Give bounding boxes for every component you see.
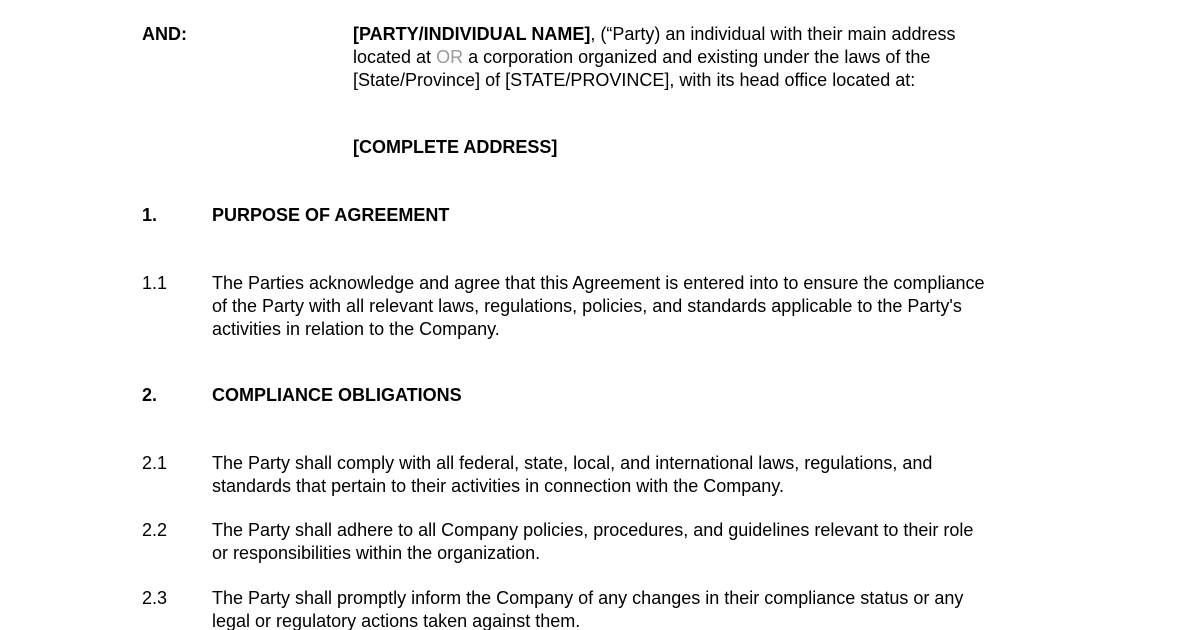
section-number: 1. <box>142 205 158 225</box>
section-heading: PURPOSE OF AGREEMENT <box>212 205 450 225</box>
clause-line: standards that pertain to their activities in connection with the Company. <box>212 476 784 496</box>
clause-line: The Party shall comply with all federal, state, local, and international laws, regulations, and <box>212 453 933 473</box>
party-line-3: [State/Province] of [STATE/PROVINCE], with its head office located at: <box>353 70 916 90</box>
clause-line: The Party shall promptly inform the Company of any changes in their compliance status or any <box>212 588 964 608</box>
party-or-text: OR <box>436 47 464 67</box>
party-label: AND: <box>142 24 187 44</box>
clause-line: of the Party with all relevant laws, regulations, policies, and standards applicable to the Party's <box>212 296 962 316</box>
clause-text <box>212 452 1072 498</box>
clause-line: legal or regulatory actions taken against them. <box>212 611 581 630</box>
party-line-2 <box>353 46 1053 69</box>
party-line-1-rest: , (“Party) an individual with their main address <box>590 24 956 44</box>
clause-text <box>212 587 1072 630</box>
clause-text <box>212 272 1072 341</box>
clause-line: The Parties acknowledge and agree that this Agreement is entered into to ensure the compliance <box>212 273 985 293</box>
party-line-2-post: a corporation organized and existing under the laws of the <box>463 47 931 67</box>
clause-number: 1.1 <box>142 273 168 293</box>
clause-line: The Party shall adhere to all Company policies, procedures, and guidelines relevant to their role <box>212 520 974 540</box>
clause-line: activities in relation to the Company. <box>212 319 500 339</box>
section-number: 2. <box>142 385 158 405</box>
clause-number: 2.1 <box>142 453 168 473</box>
clause-number: 2.3 <box>142 588 168 608</box>
party-description <box>353 23 1053 92</box>
party-name: [PARTY/INDIVIDUAL NAME] <box>353 24 591 44</box>
section-heading: COMPLIANCE OBLIGATIONS <box>212 385 462 405</box>
party-address: [COMPLETE ADDRESS] <box>353 137 558 157</box>
clause-line: or responsibilities within the organization. <box>212 543 541 563</box>
party-line-1 <box>353 23 1053 46</box>
clause-text <box>212 519 1072 565</box>
party-line-2-pre: located at <box>353 47 437 67</box>
clause-number: 2.2 <box>142 520 168 540</box>
